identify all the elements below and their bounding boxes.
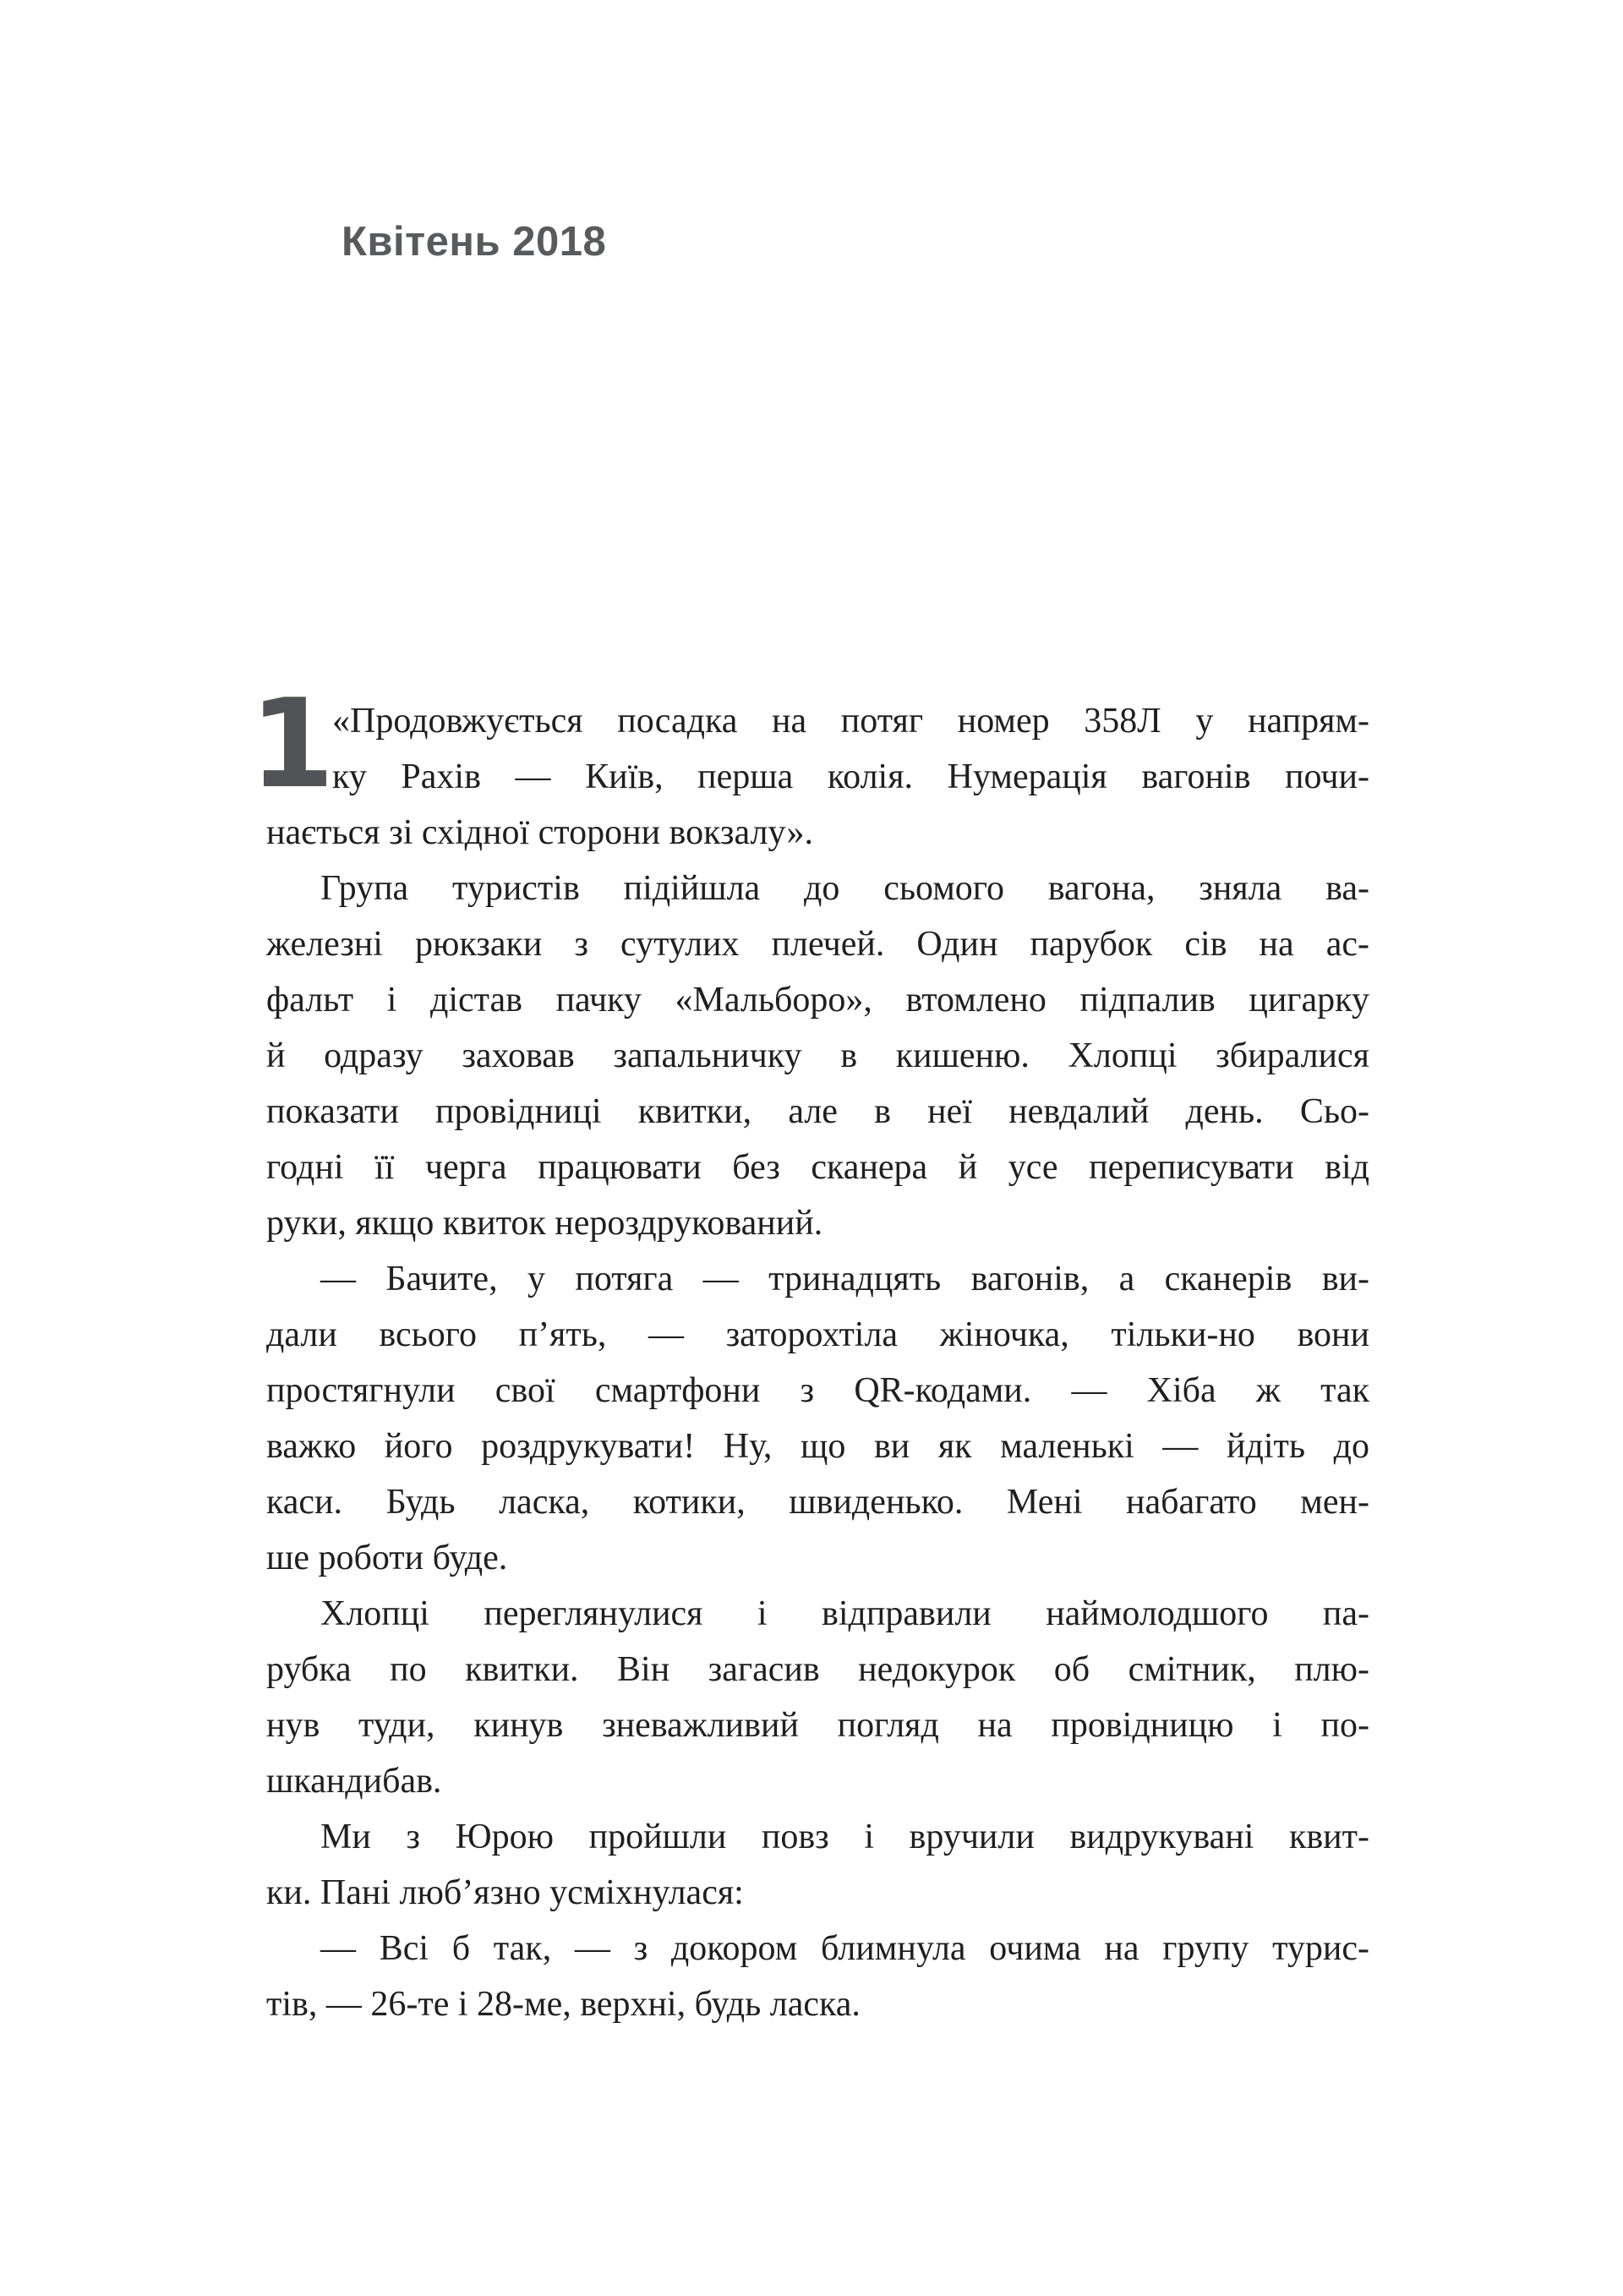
paragraph: [266, 1809, 1369, 1921]
text-line: железні рюкзаки з сутулих плечей. Один парубок сів на ас-: [266, 925, 1369, 964]
text-line: нається зі східної сторони вокзалу».: [266, 813, 814, 852]
text-line: «Продовжується посадка на потяг номер 358Л у напрям-: [332, 702, 1369, 741]
text-line: важко його роздрукувати! Ну, що ви як маленькі — йдіть до: [266, 1427, 1369, 1466]
text-line: нув туди, кинув зневажливий погляд на провідницю і по-: [266, 1706, 1369, 1745]
paragraph: [266, 1586, 1369, 1809]
text-line: руки, якщо квиток нероздрукований.: [266, 1204, 823, 1243]
text-line: Ми з Юрою пройшли повз і вручили видрукувані квит-: [320, 1818, 1369, 1856]
text-line: простягнули свої смартфони з QR-кодами. — Хіба ж так: [266, 1371, 1369, 1410]
text-line: шкандибав.: [266, 1762, 442, 1801]
text-line: — Бачите, у потяга — тринадцять вагонів, а сканерів ви-: [320, 1260, 1369, 1298]
paragraph: [266, 861, 1369, 1251]
text-line: Група туристів підійшла до сьомого вагона, зняла ва-: [320, 869, 1369, 908]
text-line: дали всього п’ять, — заторохтіла жіночка, тільки-но вони: [266, 1315, 1369, 1354]
text-line: тів, — 26-те і 28-ме, верхні, будь ласка.: [266, 1985, 861, 2024]
text-line: каси. Будь ласка, котики, швиденько. Мені набагато мен-: [266, 1483, 1369, 1522]
text-line: показати провідниці квитки, але в неї невдалий день. Сьо-: [266, 1092, 1369, 1131]
paragraph: [266, 1251, 1369, 1586]
text-line: рубка по квитки. Він загасив недокурок об смітник, плю-: [266, 1650, 1369, 1689]
text-line: годні її черга працювати без сканера й усе переписувати від: [266, 1148, 1369, 1187]
text-line: фальт і дістав пачку «Мальборо», втомлено підпалив цигарку: [266, 981, 1369, 1020]
text-line: ки. Пані люб’язно усміхнулася:: [266, 1873, 744, 1912]
paragraph: [249, 673, 1369, 861]
body-text-block: [249, 673, 1369, 2032]
text-line: Хлопці переглянулися і відправили наймолодшого па-: [320, 1594, 1369, 1633]
text-line: ше роботи буде.: [266, 1539, 508, 1577]
text-line: й одразу заховав запальничку в кишеню. Хлопці збиралися: [266, 1036, 1369, 1075]
chapter-title: Квітень 2018: [342, 219, 607, 265]
text-line: ку Рахів — Київ, перша колія. Нумерація вагонів почи-: [332, 757, 1369, 796]
paragraph: [266, 1921, 1369, 2032]
chapter-number-dropcap: 1: [249, 673, 335, 816]
text-line: — Всі б так, — з докором блимнула очима на групу турис-: [320, 1929, 1369, 1968]
